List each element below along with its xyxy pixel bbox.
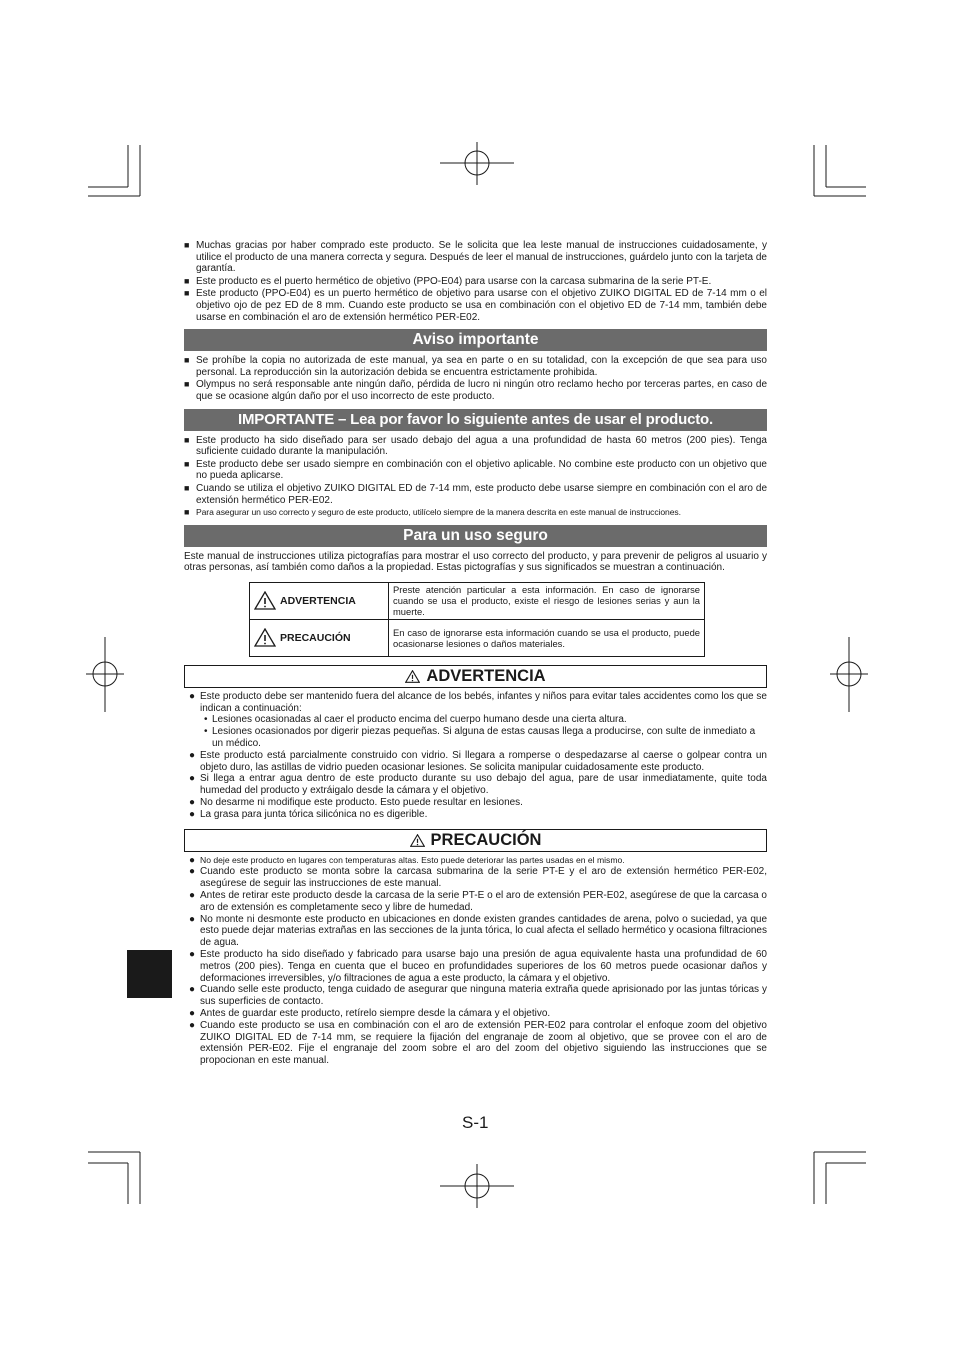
section-tab: [127, 950, 172, 998]
advertencia-item: ● La grasa para junta tórica silicónica no es digerible.: [188, 808, 428, 820]
importante-item: ■ Este producto ha sido diseñado para ser usado debajo del agua a una profundidad de hasta 60 metros (200 pies). Tenga suficiente cuidado durante la manipulación.: [184, 434, 767, 458]
advertencia-item: ● No desarme ni modifique este producto. Esto puede resultar en lesiones.: [188, 797, 523, 809]
importante-item: ■ Este producto debe ser usado siempre en combinación con el objetivo aplicable. No combine este producto con un objetivo que no pueda aplicarse.: [184, 458, 767, 482]
advertencia-subitem: • Lesiones ocasionadas al caer el producto encima del cuerpo humano desde una cierta altura.: [204, 714, 627, 726]
seguro-intro: Este manual de instrucciones utiliza pictografías para mostrar el uso correcto del producto, y para prevenir de peligros al usuario y otras personas, así también como daños a la propiedad. Estas pictografías y sus significados se muestran a continuación.: [184, 550, 767, 574]
precaucion-item: ● Este producto ha sido diseñado y fabricado para usarse bajo una presión de agua equivalente hasta una profundidad de 60 metros (200 pies). Tenga en cuenta que el buceo en profundidades superiores de los 60 metros puede ocasionar daños y deformaciones irreversibles, y/o filtraciones de agua a este producto, la cámara y el objetivo.: [188, 949, 767, 984]
pictogram-description: Preste atención particular a esta información. En caso de ignorarse cuando se usa el producto, existe el riesgo de lesiones serias y aun la muerte.: [389, 582, 705, 619]
precaucion-item: ● Cuando selle este producto, tenga cuidado de asegurar que ninguna materia extraña quede aprisionado por las juntas tóricas y sus superficies de contacto.: [188, 984, 767, 1008]
pictogram-description: En caso de ignorarse esta información cuando se usa el producto, puede ocasionarse lesiones o daños materiales.: [389, 619, 705, 656]
intro-item: ■ Este producto (PPO-E04) es un puerto hermético de objetivo para usarse con el objetivo ZUIKO DIGITAL ED de 7-14 mm o el objetivo ojo de pez ED de 8 mm. Cuando este producto se usa en combinación con el objetivo ED de 7-14 mm, también debe usarse en combinación el aro de extensión hermético PER-E02.: [184, 288, 767, 323]
aviso-item: ■ Olympus no será responsable ante ningún daño, pérdida de lucro ni ningún otro reclamo hecho por terceras partes, en caso de que se ocasione algún daño por el uso incorrecto de este producto.: [184, 379, 767, 402]
precaucion-heading: PRECAUCIÓN: [184, 829, 767, 852]
pictogram-row: [250, 619, 705, 656]
pictogram-row: [250, 582, 705, 619]
precaucion-item: ● No monte ni desmonte este producto en ubicaciones en donde existen grandes cantidades de arena, polvo o suciedad, ya que esto puede dejar materias extrañas en las secciones de la junta tórica, lo cual afecta el sellado hermético y ocasiona filtraciones de agua.: [188, 913, 767, 949]
precaucion-item: ● Antes de retirar este producto desde la carcasa de la serie PT-E o el aro de extensión PER-E02, asegúrese de que la carcasa o aro de extensión es completamente seco y libre de humedad.: [188, 890, 767, 913]
warning-triangle-icon: [405, 670, 420, 683]
aviso-heading: Aviso importante: [184, 329, 767, 351]
page-content: [184, 240, 767, 1067]
importante-item: ■ Cuando se utiliza el objetivo ZUIKO DIGITAL ED de 7-14 mm, este producto debe usarse siempre en combinación con el aro de extensión hermético PER-E02.: [184, 482, 767, 506]
advertencia-item: ● Este producto está parcialmente construido con vidrio. Si llegara a romperse o despedazarse al caerse o golpear contra un objeto duro, las astillas de vidrio pueden ocasionar lesiones. Se solicita manipular cuidadosamente este producto.: [188, 749, 767, 773]
intro-item: ■ Muchas gracias por haber comprado este producto. Se le solicita que lea leste manual de instrucciones cuidadosamente, y utilice el producto de una manera correcta y segura. Después de leer el manual de instrucciones, guárdelo junto con la tarjeta de garantía.: [184, 240, 767, 275]
warning-triangle-icon: [410, 834, 425, 847]
pictogram-table: [249, 582, 705, 657]
advertencia-heading: ADVERTENCIA: [184, 665, 767, 688]
importante-heading: IMPORTANTE – Lea por favor lo siguiente antes de usar el producto.: [184, 409, 767, 431]
advertencia-item: ● Este producto debe ser mantenido fuera del alcance de los bebés, infantes y niños para evitar tales accidentes como los que se indican a continuación:: [188, 690, 767, 714]
intro-item: ■ Este producto es el puerto hermético de objetivo (PPO-E04) para usarse con la carcasa submarina de la serie PT-E.: [184, 275, 712, 287]
warning-triangle-icon: [254, 628, 276, 647]
advertencia-item: ● Si llega a entrar agua dentro de este producto durante su uso debajo del agua, pare de usar inmediatamente, quite toda humedad del producto y extráigalo desde la cámara y el objetivo.: [188, 773, 767, 797]
aviso-item: ■ Se prohíbe la copia no autorizada de este manual, ya sea en parte o en su totalidad, con la excepción de que sea para uso personal. La reproducción sin la autorización debida se encuentra estrictamente prohibida.: [184, 355, 767, 378]
pictogram-label: PRECAUCIÓN: [280, 631, 351, 644]
pictogram-label: ADVERTENCIA: [280, 594, 356, 607]
warning-triangle-icon: [254, 591, 276, 610]
precaucion-item: ● Cuando este producto se usa en combinación con el aro de extensión PER-E02 para controlar el enfoque zoom del objetivo ZUIKO DIGITAL ED de 7-14 mm, se requiere la fijación del engranaje de zoom al objetivo, que se provee con el aro de extensión PER-E02. Fije el engranaje del zoom sobre el aro del zoom del objetivo siguiendo las instrucciones que se propocionan en este manual.: [188, 1019, 767, 1067]
precaucion-item: ● Antes de guardar este producto, retírelo siempre desde la cámara y el objetivo.: [188, 1008, 551, 1019]
advertencia-subitem: • Lesiones ocasionados por digerir piezas pequeñas. Si alguna de estas causas llega a producirse, con sulte de inmediato a un médico.: [204, 726, 756, 750]
page-number: S-1: [462, 1113, 489, 1132]
precaucion-item: ● No deje este producto en lugares con temperaturas altas. Esto puede deteriorar las partes usadas en el mismo.: [188, 854, 625, 866]
seguro-heading: Para un uso seguro: [184, 525, 767, 547]
precaucion-item: ● Cuando este producto se monta sobre la carcasa submarina de la serie PT-E y el aro de extensión hermético PER-E02, asegúrese de seguir las instrucciones de este manual.: [188, 866, 767, 890]
importante-item: ■ Para asegurar un uso correcto y seguro de este producto, utilícelo siempre de la manera descrita en este manual de instrucciones.: [184, 507, 681, 518]
